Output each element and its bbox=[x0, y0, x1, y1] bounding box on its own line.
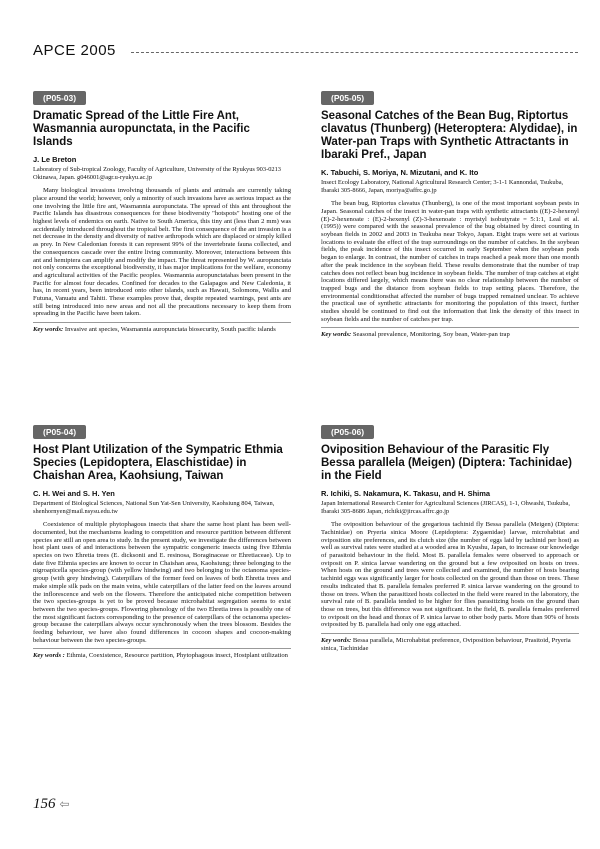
abstract-affiliation: Department of Biological Sciences, National Sun Yat-Sen University, Kaohsiung 804, Taiwan, shenhornyen@mail.nsysu.edu.tw bbox=[33, 500, 275, 515]
conference-title: APCE 2005 bbox=[33, 42, 116, 59]
abstract-code: (P05-03) bbox=[33, 91, 86, 105]
abstract-body: The bean bug, Riptortus clavatus (Thunberg), is one of the most important soybean pests in Japan. Seasonal catches of the insect in water-pan traps with synthetic attractants ((E)-2-hexenyl (E)-2-hexenoate : (E)-2-hexenyl (Z)-3-hexenoate : myristyl isobutyrate = 5:1:1, Leal et al. (1995)) were compared with the seasonal prevalence of the bug obtained by direct counting in soybean fields in 2002 and 2003 in Tsukuba near Tokyo, Japan. Eight traps were set at various locations to evaluate the effect of the trap surroundings on the number of catches. In the soybean fields, the peak incidence of this insect occurred in early September when the soybean pods began to enlarge. In contrast, the number of catches in traps reached a peak more than one month after the peak incidence in the soybean field. These results demonstrate that the number of trap catches does not reflect bean bug incidence in soybean fields. The number of trap catches at eight locations differed largely, which means there was no clear relationship between the number of trapped bugs and the distance from soybean fields to trap setting places. Therefore, the environmental conditionsthat affected the number of bugs trapped remained unclear. To achieve the practical use of synthetic attractants for monitoring the population of this insect, further studies should be continued to find out the information that link the density of this insect in soybean fields and the number of catches per trap. bbox=[321, 200, 579, 323]
abstract-p05-05 bbox=[321, 88, 579, 339]
abstract-authors: J. Le Breton bbox=[33, 155, 77, 164]
abstract-authors: R. Ichiki, S. Nakamura, K. Takasu, and H. Shima bbox=[321, 489, 491, 498]
abstract-code: (P05-06) bbox=[321, 425, 374, 439]
abstract-affiliation: Insect Ecology Laboratory, National Agricultural Research Center; 3-1-1 Kannondai, Tsukuba, Ibaraki 305-8666, Japan, moriya@affrc.go.jp bbox=[321, 179, 564, 194]
abstract-keywords bbox=[33, 648, 291, 660]
abstract-p05-03 bbox=[33, 88, 291, 334]
abstract-body: The oviposition behaviour of the gregarious tachinid fly Bessa parallela (Meigen) (Diptera: Tachinidae) on Pryeria sinica Moore (Lepidoptera: Zygaenidae) larvae, microhabitat and oviposition site preferences, and its clutch size (the number of eggs laid by tachinid per host) as well as survival rates were studied at a wooded area in Kyushu, Japan, to increase our knowledge of parasitoid behaviour in the field. Most B. parallela females were observed to approach or oviposit on P. sinica larvae wandering on the ground but a few oviposited on hosts on trees. When hosts on the ground and trees were collected and examined, the number of hosts bearing tachinid eggs was significantly larger for hosts collected on the ground than those on trees. These results indicated that B. parallela females preferred P. sinica larvae wandering on the ground to those on trees. When the parasitized hosts collected in the field were reared in the laboratory, the survival rate of B. parallela tended to be higher for flies parasitizing hosts on the ground than those on trees, but this difference was not significant. In the field, B. parallela females preferred to oviposit on the head and thorax of P. sinica larvae to other body parts. More than 90% of hosts oviposited by B. parallela had only one egg attached. bbox=[321, 521, 579, 629]
abstract-body: Many biological invasions involving thousands of plants and animals are currently taking place around the world; however, only a minority of such invasions have as serious impact as the one involving the little fire ant, Wasmannia auropunctata. The spread of this ant throughout the Pacific Islands has disastrous consequences for these biodiversity "hotspots" hosting one of the highest levels of endemics on earth. Native to South America, this tiny ant (less than 2 mm) was accidentally introduced throughout the tropical belt. The first consequence of the ant invasion is a net decrease in the density and diversity of native arthropods which are displaced or simply killed as prey. In New Caledonian forests it can represent 99% of the invertebrate fauna collected, and the consequences cascade over the entire living community. Moreover, interactions between this ant and hemiptera can amplify and modify the impact. The threat represented by W. auropunctata not only concerns the exceptional biodiversity, it has major implications for the welfare, economy and agricultural activities of the Pacific peoples. Wasmannia auropunctatahas been present in the Pacific for almost four decades. Confined for decades to the Galapagos and New Caledonia, it has, in recent years, been introduced onto other islands, such as Hawaii, Solomons, Wallis and Futuna, Vanuatu and Tahiti. These examples prove that, despite repeated warnings, pest ants are still being introduced into new areas and not all the precautions necessary to keep them from spreading in the Pacific have been taken. bbox=[33, 187, 291, 318]
keywords-text: Seasonal prevalence, Monitoring, Soy bean, Water-pan trap bbox=[352, 331, 510, 339]
keywords-text: Ethmia, Coexistence, Resource partition, Phytophagous insect, Hostplant utilization bbox=[66, 652, 288, 660]
keywords-text: Bessa parallela, Microhabitat preference, Oviposition behaviour, Prasitoid, Pryeria sinica, Tachinidae bbox=[321, 637, 571, 652]
page-footer bbox=[33, 796, 70, 813]
abstract-title: Host Plant Utilization of the Sympatric Ethmia Species (Lepidoptera, Elaschistidae) in Chaishan Area, Kaohsiung, Taiwan bbox=[33, 444, 283, 482]
abstract-title: Oviposition Behaviour of the Parasitic Fly Bessa parallela (Meigen) (Diptera: Tachinidae) in the Field bbox=[321, 444, 572, 482]
abstract-code: (P05-05) bbox=[321, 91, 374, 105]
keywords-label: Key words: bbox=[321, 331, 352, 339]
page-number: 156 bbox=[33, 796, 56, 812]
arrow-left-icon: ⇦ bbox=[59, 797, 70, 811]
abstract-authors: K. Tabuchi, S. Moriya, N. Mizutani, and K. Ito bbox=[321, 168, 479, 177]
abstract-authors: C. H. Wei and S. H. Yen bbox=[33, 489, 115, 498]
keywords-label: Key words: bbox=[33, 326, 64, 334]
page-header bbox=[33, 40, 578, 62]
abstract-body: Coexistence of multiple phytophagous insects that share the same host plant has been well-documented, but the mechanisms leading to competition and resource partition between different species are still an open area to study. In the present study, we investigate the differences between host plant uses of and interactions between the sympatric congeneric insects using five Ethmia species on two Ehretia trees (E. dicksonii and E. resinosa, Boraginaceae or Ehretiaceae). Up to date five Ethmia species are known to occur in Chaishan area, Kaohsiung; three belonging to the nigroapicella species-group (with yellow hindwing) and two belonging to the octanoma species-group (with grey hindwing). Caterpillars of the former feed on leaves of both Ehretia trees and make simple silk pads on the main veins, while caterpillars of the latter feed on the leaves around the inflorescence and web on the flowers. Therefore the anticipated niche competition between the two species-groups is yet to be proved because microhabitat segregation seems to exist between the two species-groups. Flowering phenology of the two Ehretia trees is possibly one of the most significant factors corresponding to the presence of caterpillars of the octanoma species-group because the caterpillars always occur synchronously when the trees blossom. Besides the feeding behaviour, we have also found differences in cocoon shapes and cocoon-making behaviour between the two species-groups. bbox=[33, 521, 291, 644]
abstract-code: (P05-04) bbox=[33, 425, 86, 439]
abstract-keywords bbox=[321, 327, 579, 339]
header-rule bbox=[131, 52, 578, 53]
abstract-title: Dramatic Spread of the Little Fire Ant, Wasmannia auropunctata, in the Pacific Islands bbox=[33, 110, 250, 148]
abstract-p05-06 bbox=[321, 422, 579, 653]
abstract-affiliation: Japan International Research Center for Agricultural Sciences (JIRCAS), 1-1, Ohwashi, Tsukuba, Ibaraki 305-8686 Japan, richiki@jircas.affrc.go.jp bbox=[321, 500, 570, 515]
keywords-label: Key words : bbox=[33, 652, 65, 660]
keywords-label: Key words: bbox=[321, 637, 352, 645]
abstract-keywords bbox=[321, 633, 579, 653]
keywords-text: Invasive ant species, Wasmannia auropunctata biosecurity, South pacific islands bbox=[64, 326, 276, 334]
abstract-p05-04 bbox=[33, 422, 291, 660]
abstract-keywords bbox=[33, 322, 291, 334]
abstract-affiliation: Laboratory of Sub-tropical Zoology, Faculty of Agriculture, University of the Ryukyus 903-0213 Okinawa, Japan. g046001@agr.u-ryukyu.ac.jp bbox=[33, 166, 281, 181]
abstract-title: Seasonal Catches of the Bean Bug, Riptortus clavatus (Thunberg) (Heteroptera: Alydidae), in Water-pan Traps with Synthetic Attractants in Ibaraki Pref., Japan bbox=[321, 110, 578, 161]
